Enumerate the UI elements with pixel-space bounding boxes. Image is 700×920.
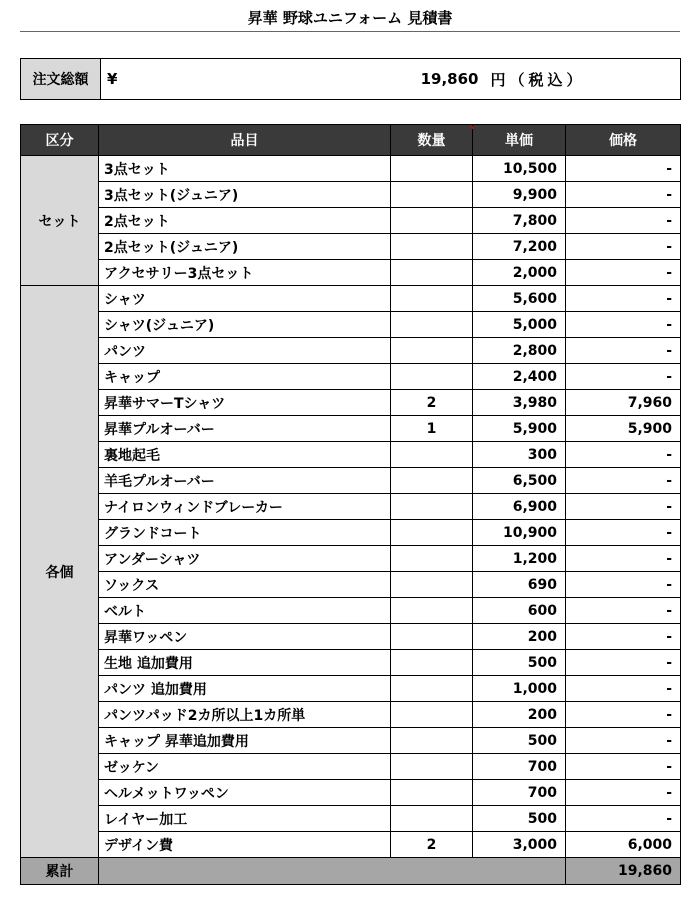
unit-price-cell: 2,400 [473,364,566,390]
table-row [21,260,681,286]
qty-cell [391,494,473,520]
table-row [21,312,681,338]
header-price: 価格 [566,125,681,156]
unit-price-cell: 6,900 [473,494,566,520]
table-row [21,728,681,754]
price-cell: - [566,754,681,780]
price-cell: - [566,234,681,260]
unit-price-cell: 3,000 [473,832,566,858]
item-name-cell: 3点セット(ジュニア) [99,182,391,208]
table-row [21,234,681,260]
item-name-cell: レイヤー加工 [99,806,391,832]
order-total-label: 注文総額 [21,59,101,100]
price-cell: - [566,494,681,520]
qty-cell [391,182,473,208]
page-title: 昇華 野球ユニフォーム 見積書 [247,9,453,27]
price-cell: 6,000 [566,832,681,858]
item-name-cell: 羊毛プルオーバー [99,468,391,494]
table-row [21,442,681,468]
table-row [21,520,681,546]
price-cell: - [566,598,681,624]
qty-cell [391,520,473,546]
qty-cell [391,780,473,806]
qty-cell [391,572,473,598]
unit-price-cell: 600 [473,598,566,624]
table-row [21,182,681,208]
order-total-unit: 円（税込） [491,59,681,100]
price-cell: - [566,780,681,806]
qty-cell: 2 [391,390,473,416]
unit-price-cell: 7,800 [473,208,566,234]
unit-price-cell: 9,900 [473,182,566,208]
category-cell: 各個 [21,286,99,858]
item-name-cell: シャツ(ジュニア) [99,312,391,338]
total-label: 累計 [21,858,99,885]
item-name-cell: ナイロンウィンドブレーカー [99,494,391,520]
price-cell: - [566,442,681,468]
price-cell: - [566,468,681,494]
price-cell: - [566,624,681,650]
item-name-cell: アクセサリー3点セット [99,260,391,286]
table-row [21,780,681,806]
unit-price-cell: 10,500 [473,156,566,182]
item-name-cell: パンツ 追加費用 [99,676,391,702]
item-name-cell: ベルト [99,598,391,624]
qty-cell [391,208,473,234]
header-qty [391,125,473,156]
header-qty-label: 数量 [417,133,446,149]
price-cell: - [566,338,681,364]
price-cell: 7,960 [566,390,681,416]
qty-cell [391,338,473,364]
item-name-cell: パンツ [99,338,391,364]
unit-price-cell: 6,500 [473,468,566,494]
item-name-cell: 3点セット [99,156,391,182]
qty-cell [391,234,473,260]
table-row [21,208,681,234]
header-unit-price: 単価 [473,125,566,156]
qty-cell [391,754,473,780]
unit-price-cell: 5,600 [473,286,566,312]
table-row [21,572,681,598]
estimate-table [20,124,681,885]
category-cell: セット [21,156,99,286]
qty-cell [391,260,473,286]
unit-price-cell: 10,900 [473,520,566,546]
price-cell: - [566,312,681,338]
yen-symbol: ¥ [101,59,131,100]
qty-cell [391,598,473,624]
total-row [21,858,681,885]
price-cell: - [566,806,681,832]
price-cell: - [566,728,681,754]
unit-price-cell: 300 [473,442,566,468]
title-divider [20,31,680,32]
price-cell: 5,900 [566,416,681,442]
table-row [21,806,681,832]
header-item: 品目 [99,125,391,156]
item-name-cell: デザイン費 [99,832,391,858]
header-row [21,125,681,156]
price-cell: - [566,156,681,182]
price-cell: - [566,572,681,598]
table-row [21,416,681,442]
unit-price-cell: 500 [473,806,566,832]
item-name-cell: 2点セット(ジュニア) [99,234,391,260]
price-cell: - [566,650,681,676]
item-name-cell: ソックス [99,572,391,598]
table-row [21,546,681,572]
order-total-amount: 19,860 [131,59,491,100]
item-name-cell: ゼッケン [99,754,391,780]
qty-cell [391,806,473,832]
unit-price-cell: 5,900 [473,416,566,442]
price-cell: - [566,520,681,546]
price-cell: - [566,702,681,728]
qty-cell [391,624,473,650]
item-name-cell: パンツパッド2カ所以上1カ所単 [99,702,391,728]
item-name-cell: キャップ [99,364,391,390]
unit-price-cell: 7,200 [473,234,566,260]
qty-cell: 2 [391,832,473,858]
item-name-cell: 2点セット [99,208,391,234]
price-cell: - [566,286,681,312]
unit-price-cell: 1,000 [473,676,566,702]
qty-cell [391,468,473,494]
qty-cell [391,286,473,312]
table-row [21,494,681,520]
unit-price-cell: 5,000 [473,312,566,338]
qty-cell [391,546,473,572]
item-name-cell: ヘルメットワッペン [99,780,391,806]
unit-price-cell: 2,800 [473,338,566,364]
table-row [21,156,681,182]
qty-cell [391,364,473,390]
price-cell: - [566,208,681,234]
items-body [21,156,681,885]
item-name-cell: 昇華ワッペン [99,624,391,650]
unit-price-cell: 200 [473,624,566,650]
total-spacer [99,858,566,885]
header-category: 区分 [21,125,99,156]
unit-price-cell: 700 [473,780,566,806]
item-name-cell: 生地 追加費用 [99,650,391,676]
price-cell: - [566,182,681,208]
unit-price-cell: 1,200 [473,546,566,572]
price-cell: - [566,546,681,572]
qty-cell [391,156,473,182]
item-name-cell: シャツ [99,286,391,312]
qty-cell [391,312,473,338]
unit-price-cell: 200 [473,702,566,728]
table-row [21,676,681,702]
price-cell: - [566,676,681,702]
table-row [21,598,681,624]
table-row [21,468,681,494]
total-amount: 19,860 [566,858,681,885]
table-row [21,338,681,364]
table-row [21,702,681,728]
qty-cell [391,676,473,702]
qty-cell: 1 [391,416,473,442]
table-row [21,364,681,390]
order-total-table [20,58,681,100]
item-name-cell: アンダーシャツ [99,546,391,572]
table-row [21,754,681,780]
item-name-cell: グランドコート [99,520,391,546]
item-name-cell: 裏地起毛 [99,442,391,468]
table-row [21,650,681,676]
unit-price-cell: 3,980 [473,390,566,416]
unit-price-cell: 2,000 [473,260,566,286]
qty-cell [391,728,473,754]
qty-cell [391,442,473,468]
unit-price-cell: 500 [473,650,566,676]
price-cell: - [566,260,681,286]
price-cell: - [566,364,681,390]
qty-cell [391,650,473,676]
item-name-cell: 昇華プルオーバー [99,416,391,442]
table-row [21,390,681,416]
table-row [21,832,681,858]
unit-price-cell: 500 [473,728,566,754]
table-row [21,624,681,650]
qty-cell [391,702,473,728]
item-name-cell: 昇華サマーTシャツ [99,390,391,416]
unit-price-cell: 700 [473,754,566,780]
unit-price-cell: 690 [473,572,566,598]
table-row [21,286,681,312]
item-name-cell: キャップ 昇華追加費用 [99,728,391,754]
